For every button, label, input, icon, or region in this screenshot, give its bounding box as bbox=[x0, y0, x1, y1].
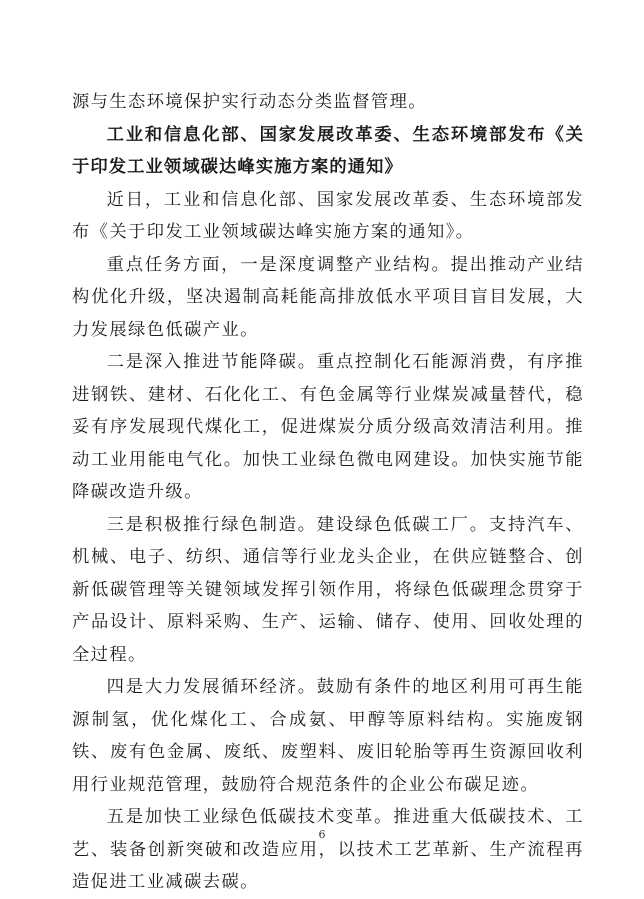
paragraph-intro: 近日，工业和信息化部、国家发展改革委、生态环境部发布《关于印发工业领域碳达峰实施方案的通知》。 bbox=[72, 189, 584, 242]
page-number: 6 bbox=[318, 828, 326, 841]
section-heading: 工业和信息化部、国家发展改革委、生态环境部发布《关于印发工业领域碳达峰实施方案的通知》 bbox=[72, 124, 584, 177]
paragraph-task-3: 三是积极推行绿色制造。建设绿色低碳工厂。支持汽车、机械、电子、纺织、通信等行业龙头企业，在供应链整合、创新低碳管理等关键领域发挥引领作用，将绿色低碳理念贯穿于产品设计、原料采购、生产、运输、储存、使用、回收处理的全过程。 bbox=[72, 514, 584, 665]
paragraph-task-1: 重点任务方面，一是深度调整产业结构。提出推动产业结构优化升级，坚决遏制高耗能高排放低水平项目盲目发展，大力发展绿色低碳产业。 bbox=[72, 254, 584, 340]
continuation-paragraph: 源与生态环境保护实行动态分类监督管理。 bbox=[72, 92, 427, 112]
paragraph-task-5: 五是加快工业绿色低碳技术变革。推进重大低碳技术、工艺、装备创新突破和改造应用，以技术工艺革新、生产流程再造促进工业减碳去碳。 bbox=[72, 807, 584, 892]
paragraph-task-4: 四是大力发展循环经济。鼓励有条件的地区利用可再生能源制氢，优化煤化工、合成氨、甲醇等原料结构。实施废钢铁、废有色金属、废纸、废塑料、废旧轮胎等再生资源回收利用行业规范管理，鼓励符合规范条件的企业公布碳足迹。 bbox=[72, 677, 584, 795]
document-body bbox=[72, 86, 584, 899]
paragraph-task-2: 二是深入推进节能降碳。重点控制化石能源消费，有序推进钢铁、建材、石化化工、有色金属等行业煤炭减量替代，稳妥有序发展现代煤化工，促进煤炭分质分级高效清洁利用。推动工业用能电气化。加快工业绿色微电网建设。加快实施节能降碳改造升级。 bbox=[72, 352, 584, 502]
